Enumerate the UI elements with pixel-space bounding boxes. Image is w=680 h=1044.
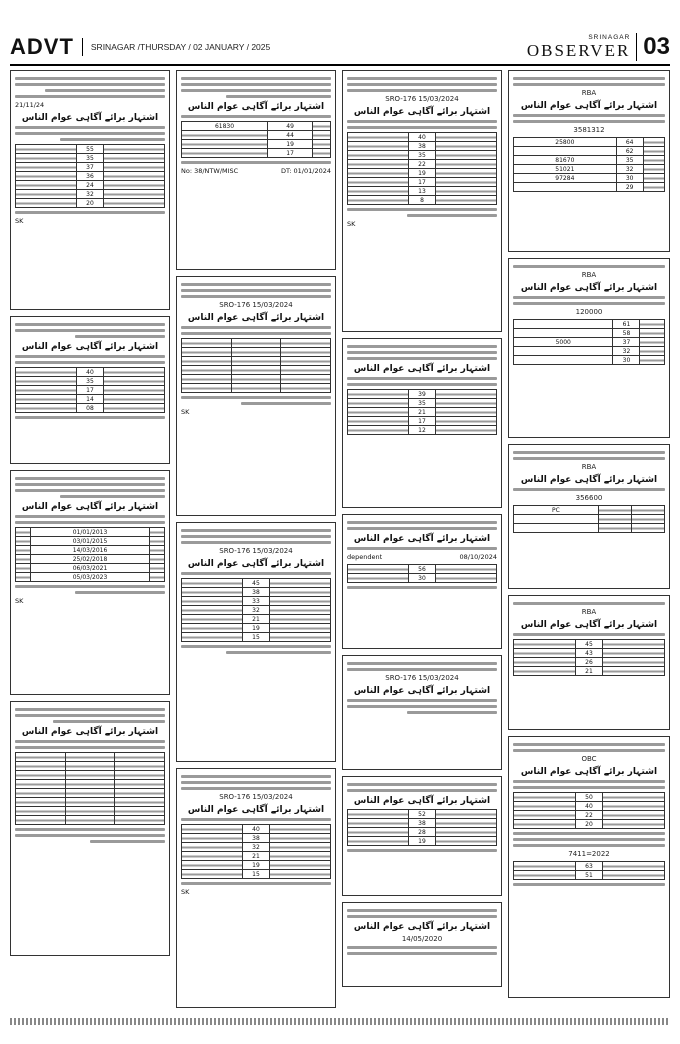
notice-signature: SK [15, 597, 24, 605]
notice-table: 45 38 33 32 21 19 15 [181, 578, 331, 642]
notice-reference: 120000 [575, 308, 603, 316]
notice-title: اشتہار برائے آگاہی عوام الناس [187, 313, 325, 323]
page-header [10, 32, 670, 62]
notice-signature: SK [15, 217, 24, 225]
notice-code: RBA [581, 271, 597, 279]
notice-code: RBA [581, 89, 597, 97]
notice-c4b [508, 258, 670, 438]
notice-sro: SRO-176 15/03/2024 [219, 301, 293, 309]
notice-c2a [176, 70, 336, 270]
section-label: ADVT [10, 34, 74, 59]
notice-signature: SK [181, 408, 190, 416]
notice-c1d [10, 701, 170, 956]
notice-title: اشتہار برائے آگاہی عوام الناس [353, 796, 491, 806]
notice-title: اشتہار برائے آگاہی عوام الناس [353, 364, 491, 374]
notice-code: RBA [581, 463, 597, 471]
notice-signature: SK [347, 220, 356, 228]
notice-table: 56 30 [347, 564, 497, 583]
notice-table: PC [513, 505, 665, 533]
notice-c3d [342, 655, 502, 770]
header-rule [10, 64, 670, 66]
notice-sro: SRO-176 15/03/2024 [219, 547, 293, 555]
notice-title: اشتہار برائے آگاہی عوام الناس [187, 805, 325, 815]
notice-reference: 356600 [575, 494, 603, 502]
notice-c3a [342, 70, 502, 332]
notice-c4c [508, 444, 670, 589]
notice-c4d [508, 595, 670, 730]
notice-c2b [176, 276, 336, 516]
notice-table: 40 38 32 21 19 15 [181, 824, 331, 879]
notice-table [181, 338, 331, 393]
notice-table: 45 43 26 21 [513, 639, 665, 676]
notice-table: 55 35 37 36 24 32 20 [15, 144, 165, 208]
notice-c1b [10, 316, 170, 464]
footer-strip [10, 1018, 670, 1025]
notice-table: 39 35 21 17 12 [347, 389, 497, 435]
notice-title: اشتہار برائے آگاہی عوام الناس [353, 107, 491, 117]
notice-title: اشتہار برائے آگاہی عوام الناس [187, 102, 325, 112]
header-divider [82, 38, 83, 56]
notice-c1a [10, 70, 170, 310]
header-left [10, 32, 270, 62]
notice-title: اشتہار برائے آگاہی عوام الناس [520, 283, 658, 293]
notice-date: 7411=2022 [568, 850, 610, 858]
notice-title: اشتہار برائے آگاہی عوام الناس [21, 342, 159, 352]
notice-c4e [508, 736, 670, 998]
notice-title: اشتہار برائے آگاہی عوام الناس [21, 502, 159, 512]
notice-code: OBC [581, 755, 597, 763]
notice-c1c [10, 470, 170, 695]
notice-table: 50 40 22 20 [513, 792, 665, 829]
notice-title: اشتہار برائے آگاہی عوام الناس [520, 101, 658, 111]
notice-title: اشتہار برائے آگاہی عوام الناس [353, 686, 491, 696]
notice-table: 40 38 35 22 19 17 13 8 [347, 132, 497, 205]
notice-code: RBA [581, 608, 597, 616]
notice-table: 40 35 17 14 08 [15, 367, 165, 413]
notice-table: 61 58 5000 37 32 30 [513, 319, 665, 365]
masthead-name: OBSERVER [526, 40, 631, 60]
notice-ref: 21/11/24 [15, 101, 45, 109]
notice-sro: SRO-176 15/03/2024 [219, 793, 293, 801]
notice-table: 61830 49 44 19 17 [181, 121, 331, 158]
notice-title: اشتہار برائے آگاہی عوام الناس [187, 559, 325, 569]
notice-sro: SRO-176 15/03/2024 [385, 674, 459, 682]
notice-table: 25800 64 62 81670 35 51021 32 97284 30 29 [513, 137, 665, 192]
dateline: SRINAGAR /THURSDAY / 02 JANUARY / 2025 [90, 42, 271, 52]
notice-c3b [342, 338, 502, 508]
masthead-logo [527, 35, 630, 59]
notice-c3c [342, 514, 502, 649]
notice-reference: No: 38/NTW/MISC DT: 01/01/2024 [181, 167, 331, 175]
notice-c3f [342, 902, 502, 987]
notice-table: 01/01/2013 03/01/2015 14/03/2016 25/02/2018 06/03/2021 05/03/2023 [15, 527, 165, 582]
notice-signature: SK [181, 888, 190, 896]
notice-title: اشتہار برائے آگاہی عوام الناس [353, 534, 491, 544]
notice-title: اشتہار برائے آگاہی عوام الناس [21, 113, 159, 123]
notice-c4a [508, 70, 670, 252]
notice-c3e [342, 776, 502, 896]
notice-reference: 3581312 [573, 126, 605, 134]
header-right [527, 32, 670, 62]
notice-sro: SRO-176 15/03/2024 [385, 95, 459, 103]
notice-date: 14/05/2020 [401, 935, 443, 943]
notice-title: اشتہار برائے آگاہی عوام الناس [520, 767, 658, 777]
notice-table: 52 38 28 19 [347, 809, 497, 846]
notice-table [15, 752, 165, 825]
notice-table: 63 51 [513, 861, 665, 880]
notice-c2c [176, 522, 336, 762]
page-number: 03 [636, 33, 670, 61]
notice-title: اشتہار برائے آگاہی عوام الناس [353, 922, 491, 932]
notice-title: اشتہار برائے آگاہی عوام الناس [520, 620, 658, 630]
notice-title: اشتہار برائے آگاہی عوام الناس [21, 727, 159, 737]
notice-title: اشتہار برائے آگاہی عوام الناس [520, 475, 658, 485]
notice-c2d [176, 768, 336, 1008]
notice-reference: dependent 08/10/2024 [347, 553, 497, 561]
masthead-city: SRINAGAR [588, 34, 631, 42]
